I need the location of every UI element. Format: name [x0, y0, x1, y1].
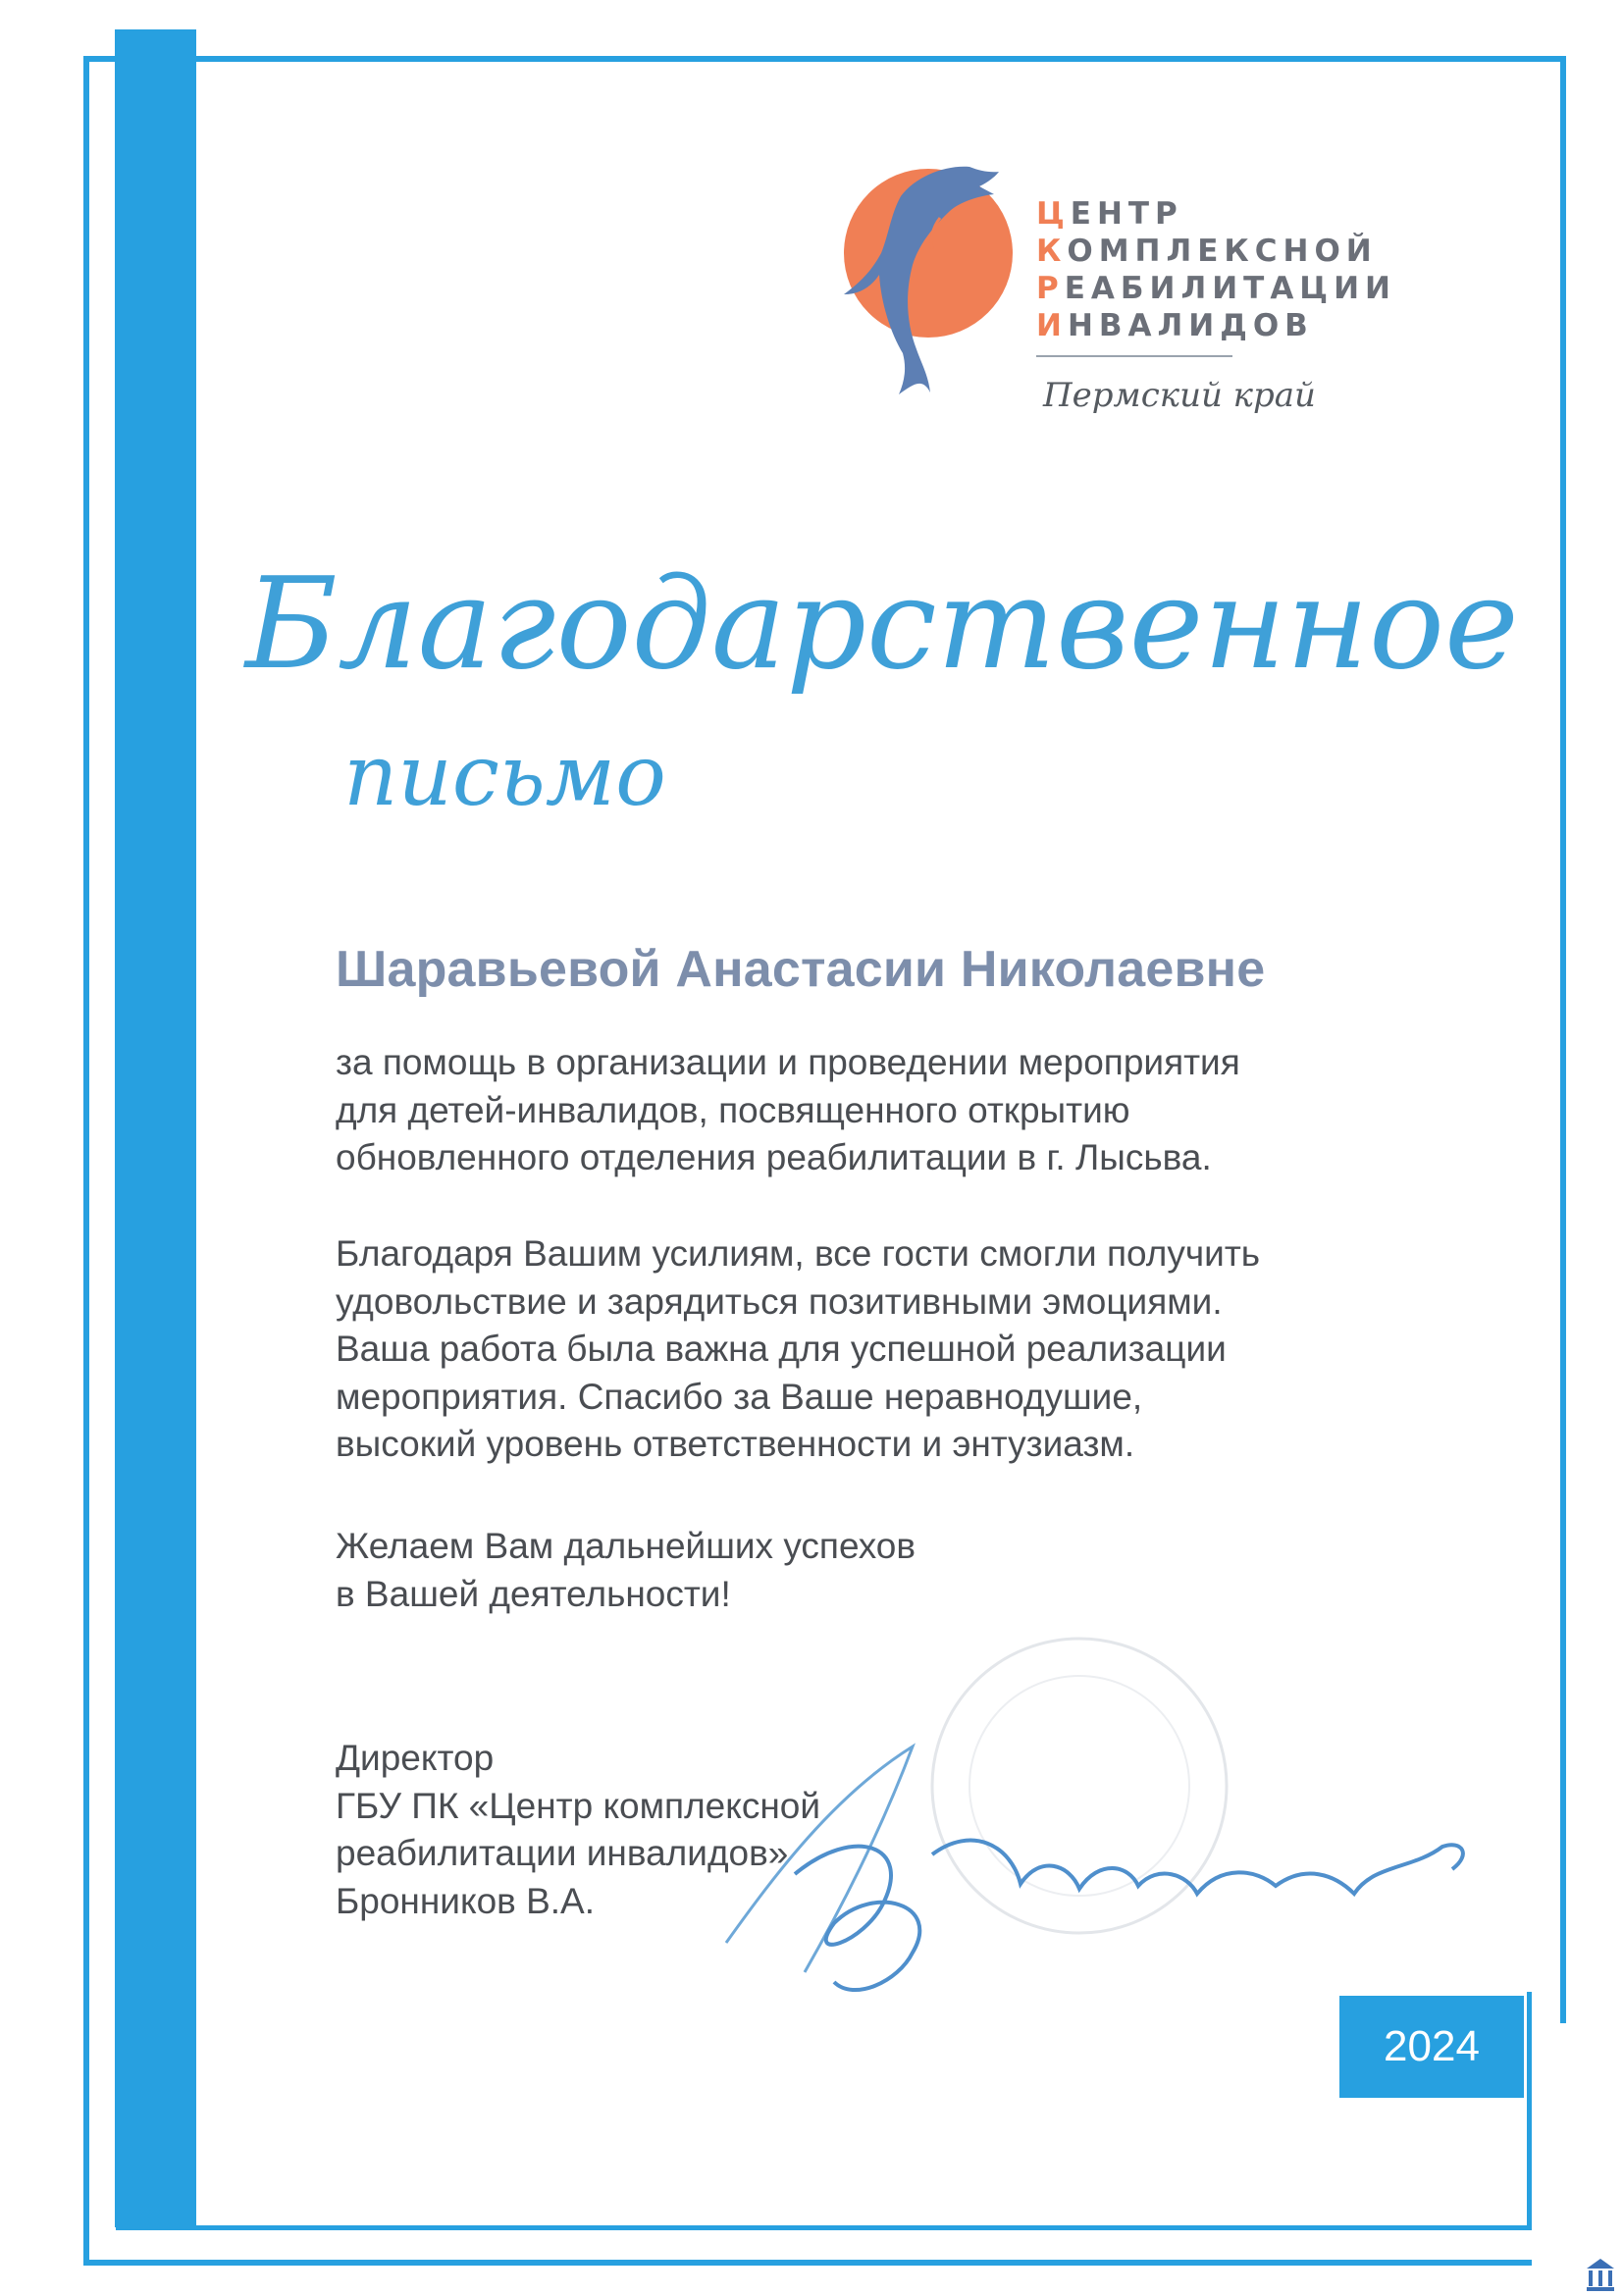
text-line: Желаем Вам дальнейших успехов	[336, 1526, 916, 1566]
title-line-2: письмо	[343, 727, 666, 825]
year-label: 2024	[1384, 2022, 1480, 2070]
recipient-name: Шаравьевой Анастасии Николаевне	[336, 941, 1266, 998]
paragraph-thanks	[336, 1230, 1260, 1469]
text-line: удовольствие и зарядиться позитивными эмоциями.	[336, 1280, 1223, 1322]
frame-right-line	[1560, 56, 1566, 2023]
frame-outer-left-line	[83, 56, 89, 2266]
logo-divider	[1036, 355, 1232, 357]
text-line: для детей-инвалидов, посвященного открытию	[336, 1089, 1130, 1130]
logo-region-text	[1035, 365, 1359, 424]
text-line: Благодаря Вашим усилиям, все гости смогли получить	[336, 1233, 1261, 1274]
frame-bottom-line	[83, 2260, 1532, 2266]
logo-line-1: ЦЕНТР	[1036, 196, 1183, 232]
frame-inner-bottom-line	[116, 2225, 1532, 2230]
frame-top-line	[83, 56, 1566, 62]
text-line: обновленного отделения реабилитации в г. Лысьва.	[336, 1137, 1212, 1177]
paragraph-wishes	[336, 1523, 916, 1618]
signer-position: Директор	[336, 1738, 495, 1778]
title-line-1: Благодарственное	[245, 551, 1519, 698]
text-line: высокий уровень ответственности и энтузиазм.	[336, 1424, 1135, 1464]
corner-building-icon	[1585, 2257, 1616, 2292]
text-line: Ваша работа была важна для успешной реализации	[336, 1329, 1227, 1369]
signer-organization-line-2: реабилитации инвалидов»	[336, 1833, 789, 1873]
dolphin-sun-logo	[822, 157, 1028, 402]
logo-line-3: РЕАБИЛИТАЦИИ	[1036, 271, 1396, 306]
signer-organization-line-1: ГБУ ПК «Центр комплексной	[336, 1785, 821, 1826]
page-title	[236, 510, 1519, 825]
signer-name: Бронников В.А.	[336, 1880, 596, 1921]
logo-line-2: КОМПЛЕКСНОЙ	[1036, 234, 1378, 269]
text-line: за помощь в организации и проведении мероприятия	[336, 1042, 1240, 1082]
logo-line-4: ИНВАЛИДОВ	[1036, 308, 1314, 343]
svg-text:Пермский край: Пермский край	[1043, 376, 1316, 415]
text-line: мероприятия. Спасибо за Ваше неравнодушие,	[336, 1376, 1143, 1417]
text-line: в Вашей деятельности!	[336, 1573, 731, 1614]
frame-left-bar	[115, 29, 196, 2227]
signature-block	[336, 1735, 820, 1925]
paragraph-purpose	[336, 1039, 1240, 1182]
frame-inner-right-line	[1527, 1992, 1532, 2230]
